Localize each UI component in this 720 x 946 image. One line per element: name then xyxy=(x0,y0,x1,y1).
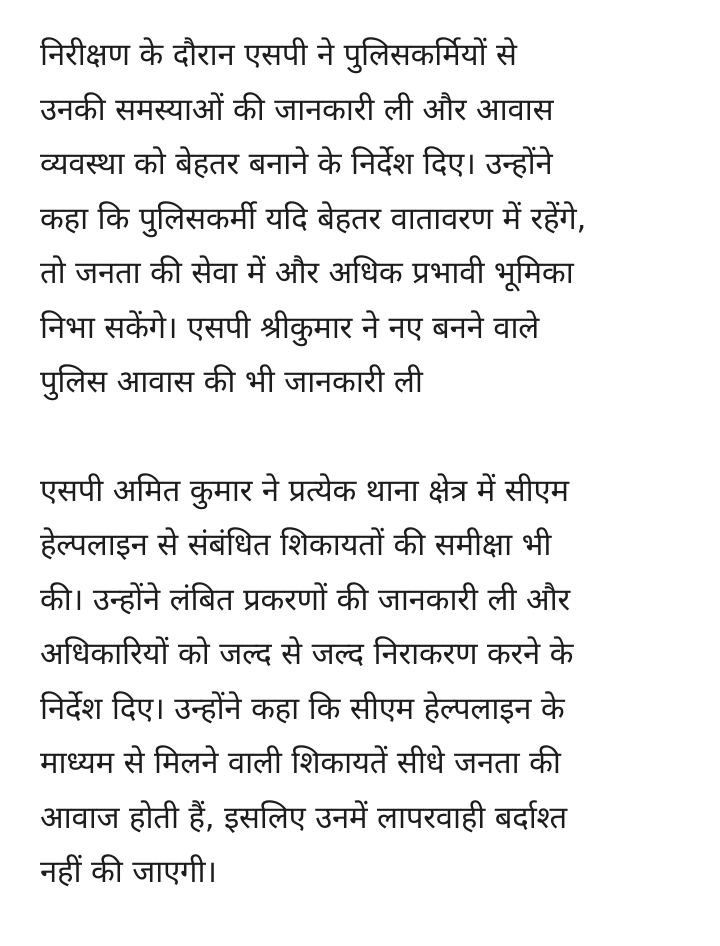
paragraph-line: निर्देश दिए। उन्होंने कहा कि सीएम हेल्पलाइन के xyxy=(40,690,565,727)
paragraph-cm-helpline xyxy=(40,464,710,900)
paragraph-line: व्यवस्था को बेहतर बनाने के निर्देश दिए। उन्होंने xyxy=(40,146,553,182)
paragraph-line: निरीक्षण के दौरान एसपी ने पुलिसकर्मियों से xyxy=(40,37,517,73)
paragraph-line: की। उन्होंने लंबित प्रकरणों की जानकारी ली और xyxy=(40,581,570,618)
paragraph-line: उनकी समस्याओं की जानकारी ली और आवास xyxy=(40,91,554,128)
paragraph-line: निभा सकेंगे। एसपी श्रीकुमार ने नए बनने वाले xyxy=(40,309,540,346)
paragraph-line: एसपी अमित कुमार ने प्रत्येक थाना क्षेत्र में सीएम xyxy=(40,472,569,509)
paragraph-line: तो जनता की सेवा में और अधिक प्रभावी भूमिका xyxy=(40,255,574,291)
paragraph-line: हेल्पलाइन से संबंधित शिकायतों की समीक्षा भी xyxy=(40,527,552,563)
paragraph-line: माध्यम से मिलने वाली शिकायतें सीधे जनता की xyxy=(40,745,561,781)
article-body xyxy=(40,28,710,900)
paragraph-line: कहा कि पुलिसकर्मी यदि बेहतर वातावरण में रहेंगे, xyxy=(40,200,587,237)
paragraph-spacer xyxy=(40,410,710,464)
paragraph-line: पुलिस आवास की भी जानकारी ली xyxy=(40,364,423,400)
paragraph-line: अधिकारियों को जल्द से जल्द निराकरण करने के xyxy=(40,636,574,672)
paragraph-line: आवाज होती हैं, इसलिए उनमें लापरवाही बर्दाश्त xyxy=(40,799,567,836)
paragraph-inspection xyxy=(40,28,710,410)
paragraph-line: नहीं की जाएगी। xyxy=(40,854,217,890)
